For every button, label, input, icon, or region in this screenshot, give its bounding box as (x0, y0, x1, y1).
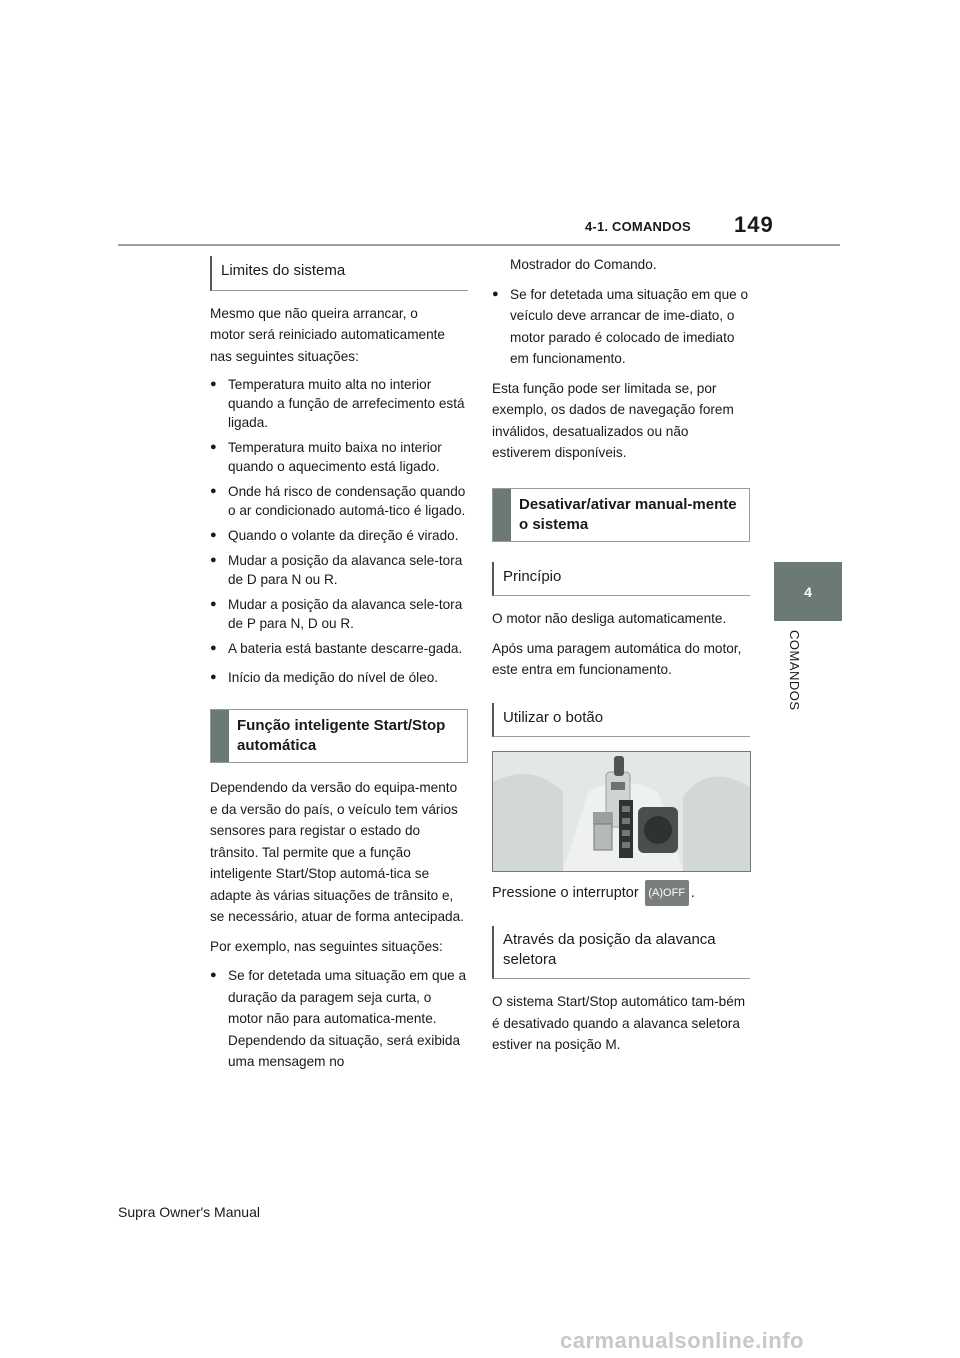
list-item: ● Temperatura muito alta no interior quando a função de arrefecimento está ligada. (210, 375, 468, 432)
list-item: ● Quando o volante da direção é virado. (210, 526, 468, 545)
selector-heading: Através da posição da alavanca seletora (492, 926, 750, 979)
list-item: ● Início da medição do nível de óleo. (210, 668, 468, 687)
chapter-side-label (780, 630, 810, 740)
button-heading: Utilizar o botão (492, 703, 750, 738)
manual-toggle-heading (492, 488, 750, 542)
smart-heading-text: Função inteligente Start/Stop automática (237, 717, 446, 754)
smart-start-stop-heading (210, 709, 468, 763)
limits-heading: Limites do sistema (210, 256, 468, 291)
limits-intro-line: motor será reiniciado automaticamente (210, 327, 445, 342)
section-title: 4-1. COMANDOS (585, 219, 691, 234)
continued-text: Mostrador do Comando. (510, 257, 657, 272)
list-item: ● Mudar a posição da alavanca sele-tora de P para N, D ou R. (210, 595, 468, 633)
right-column (492, 254, 750, 1064)
limits-intro-line: nas seguintes situações: (210, 348, 359, 364)
list-item: ● Se for detetada uma situação em que o veículo deve arrancar de ime-diato, o motor parado é colocado de imediato em funcionamento. (492, 284, 750, 370)
selector-paragraph: O sistema Start/Stop automático tam-bém é desativado quando a alavanca seletora estiver na posição M. (492, 994, 746, 1052)
header-divider (118, 244, 840, 246)
footer-manual-name: Supra Owner's Manual (118, 1204, 260, 1220)
example-list (210, 965, 468, 1073)
example-intro: Por exemplo, nas seguintes situações: (210, 938, 443, 954)
principle-paragraph-2: Após uma paragem automática do motor, este entra em funcionamento. (492, 640, 742, 677)
principle-heading: Princípio (492, 562, 750, 597)
list-item: ● Onde há risco de condensação quando o ar condicionado automá-tico é ligado. (210, 482, 468, 520)
list-item: ● Temperatura muito baixa no interior quando o aquecimento está ligado. (210, 438, 468, 476)
auto-start-stop-button-icon[interactable]: (A)OFF (645, 880, 689, 906)
list-item: ● A bateria está bastante descarre-gada. (210, 639, 468, 658)
page-number: 149 (734, 212, 774, 237)
manual-heading-text: Desativar/ativar manual-mente o sistema (519, 495, 737, 533)
list-item: ● Se for detetada uma situação em que a duração da paragem seja curta, o motor não para automatica-mente. Dependendo da situação, será exibida uma mensagem no (210, 965, 468, 1073)
center-console-illustration (493, 752, 750, 871)
smart-paragraph: Dependendo da versão do equipa-mento e da versão do país, o veículo tem vários sensores para registar o estado do trânsito. Tal permite que a função inteligente Start/Stop automá-tica se adapte às várias situações de trânsito e, se necessário, atuar de forma antecipada. (210, 780, 464, 924)
press-end: . (690, 884, 695, 901)
chapter-tab[interactable]: 4 (774, 562, 842, 621)
continued-list (492, 284, 750, 370)
center-console-image (492, 751, 751, 872)
limits-intro (210, 303, 468, 368)
watermark: carmanualsonline.info (560, 1328, 804, 1353)
heading-accent-bar (211, 710, 229, 762)
list-item: ● Mudar a posição da alavanca sele-tora de D para N ou R. (210, 551, 468, 589)
heading-accent-bar (493, 489, 511, 541)
chapter-label: COMANDOS (787, 630, 802, 711)
limits-intro-line: Mesmo que não queira arrancar, o (210, 305, 418, 321)
limits-list (210, 375, 468, 687)
principle-paragraph-1: O motor não desliga automaticamente. (492, 611, 727, 626)
limited-paragraph: Esta função pode ser limitada se, por exemplo, os dados de navegação forem inválidos, desatualizados ou não estiverem disponíveis. (492, 380, 734, 460)
press-instruction (492, 880, 750, 906)
left-column (210, 256, 468, 1081)
press-text: Pressione o interruptor (492, 884, 639, 901)
